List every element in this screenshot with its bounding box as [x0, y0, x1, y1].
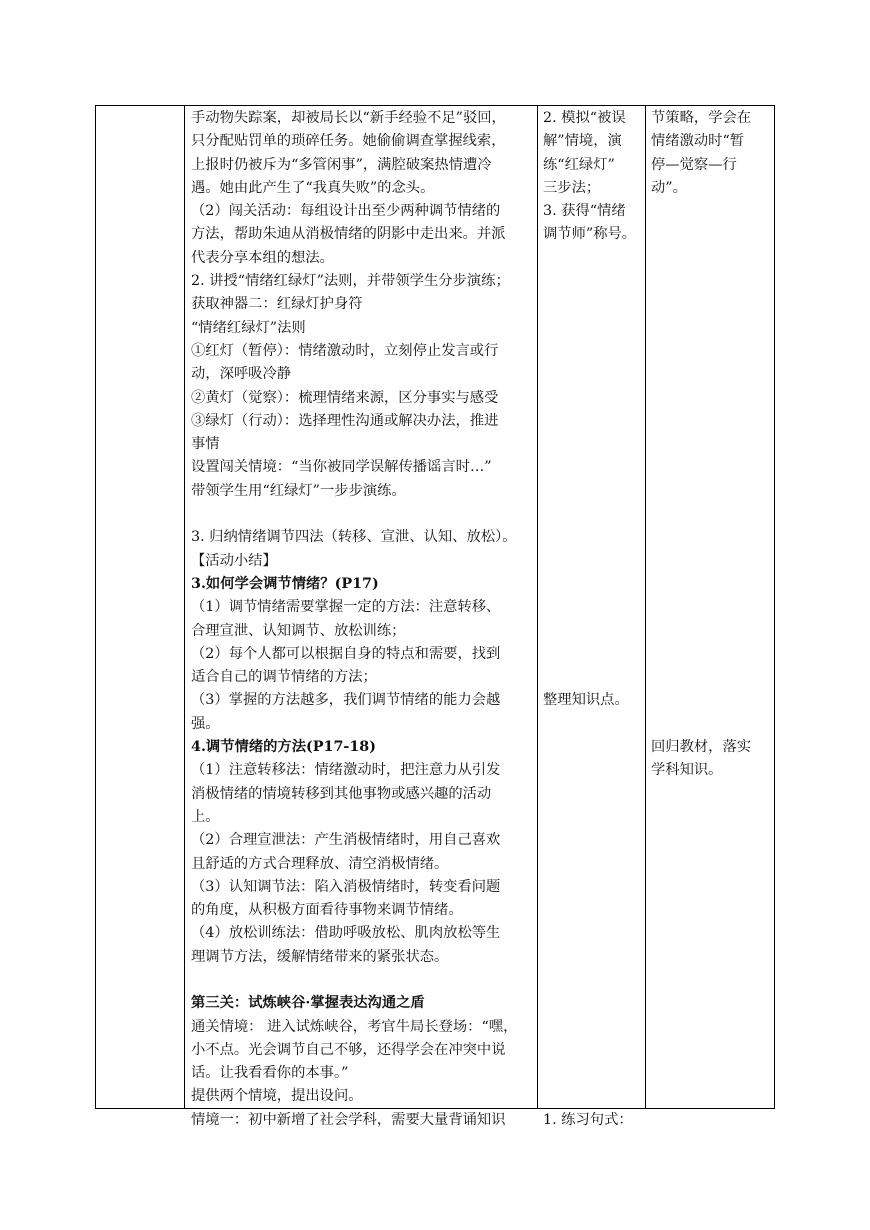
c4-line: [651, 666, 769, 689]
c3-line: [543, 387, 639, 410]
c2-line: （3）认知调节法：陷入消极情绪时，转变看问题: [191, 878, 501, 895]
c3-line: 2. 模拟“被误: [543, 110, 626, 126]
c3-line: [543, 736, 639, 759]
c3-line: 1. 练习句式：: [543, 1111, 633, 1128]
c2-line: 强。: [191, 715, 220, 732]
c2-line: （3）掌握的方法越多，我们调节情绪的能力会越: [191, 692, 501, 709]
c2-line: 4.调节情绪的方法(P17-18): [191, 739, 377, 756]
c3-line: [543, 340, 639, 363]
c2-line: 小不点。光会调节自己不够，还得学会在冲突中说: [191, 1041, 506, 1058]
table-column-divider-3: [645, 105, 646, 1109]
c2-line: 3. 归纳情绪调节四法（转移、宣泄、认知、放松）。: [191, 529, 517, 546]
c4-line: [651, 433, 769, 456]
c4-line: 节策略，学会在: [651, 110, 752, 126]
c3-line: [543, 503, 639, 526]
c2-line: 上报时仍被斥为“多管闲事”，满腔破案热情遭冷: [191, 156, 492, 173]
c2-line: 且舒适的方式合理释放、清空消极情绪。: [191, 855, 449, 872]
c3-line: [543, 363, 639, 386]
c2-line: （4）放松训练法：借助呼吸放松、肌肉放松等生: [191, 925, 501, 942]
c4-line: [651, 480, 769, 503]
c4-line: [651, 620, 769, 643]
c4-line: [651, 573, 769, 596]
c2-line: ①红灯（暂停）：情绪激动时，立刻停止发言或行: [191, 342, 499, 359]
c3-line: [543, 876, 639, 899]
table-cell-design-intent: [651, 107, 769, 783]
c2-line: 第三关：试炼峡谷·掌握表达沟通之盾: [191, 995, 425, 1012]
c3-line: [543, 946, 639, 969]
c2-line: 通关情境： 进入试炼峡谷，考官牛局长登场：“嘿，: [191, 1018, 518, 1035]
c3-line: [543, 317, 639, 340]
c2-line: 只分配贴罚单的琐碎任务。她偷偷调查掌握线索，: [191, 133, 506, 150]
c3-line: [543, 666, 639, 689]
c2-line: 话。让我看看你的本事。”: [191, 1065, 349, 1082]
c2-line: 设置闯关情境：“当你被同学误解传播谣言时…”: [191, 459, 492, 476]
c4-line: [651, 387, 769, 410]
c4-line: 学科知识。: [651, 762, 723, 779]
table-border-top: [95, 105, 775, 106]
c3-line: 三步法；: [543, 179, 601, 196]
table-column-divider-1: [184, 105, 185, 1109]
c2-line: ③绿灯（行动）：选择理性沟通或解决办法，推进: [191, 412, 499, 429]
c4-line: [651, 689, 769, 712]
c4-line: [651, 270, 769, 293]
c3-line: [543, 596, 639, 619]
c2-line: 代表分享本组的想法。: [191, 249, 334, 266]
c3-line: [543, 526, 639, 549]
table-cell-teacher-activity: [191, 107, 531, 1132]
c3-line: [543, 1062, 639, 1085]
c2-line: （2）每个人都可以根据自身的特点和需要，找到: [191, 645, 501, 662]
c3-line: [543, 620, 639, 643]
table-cell-student-activity: [543, 107, 639, 1132]
c3-line: [543, 247, 639, 270]
c2-line: 遇。她由此产生了“我真失败”的念头。: [191, 179, 435, 196]
c3-line: [543, 550, 639, 573]
c3-line: [543, 992, 639, 1015]
c3-line: [543, 270, 639, 293]
c2-line: 的角度，从积极方面看待事物来调节情绪。: [191, 902, 463, 919]
c2-line: （1）调节情绪需要掌握一定的方法：注意转移、: [191, 599, 501, 616]
c3-line: [543, 456, 639, 479]
c2-line: （2）合理宣泄法：产生消极情绪时，用自己喜欢: [191, 832, 501, 849]
c2-line: 手动物失踪案，却被局长以“新手经验不足”驳回，: [191, 110, 506, 126]
c3-line: [543, 759, 639, 782]
c2-line: [191, 503, 531, 526]
c3-line: [543, 783, 639, 806]
c2-line: 带领学生用“红绿灯”一步步演练。: [191, 482, 406, 499]
c4-line: 停—觉察—行: [651, 156, 737, 173]
c4-line: [651, 340, 769, 363]
c3-line: [543, 853, 639, 876]
c4-line: [651, 643, 769, 666]
c3-line: [543, 480, 639, 503]
c3-line: 调节师”称号。: [543, 226, 637, 243]
c2-line: ②黄灯（觉察）：梳理情绪来源，区分事实与感受: [191, 389, 499, 406]
c2-line: 上。: [191, 808, 220, 825]
c3-line: [543, 1085, 639, 1108]
c3-line: [543, 969, 639, 992]
c4-line: [651, 223, 769, 246]
c4-line: [651, 363, 769, 386]
c2-line: 理调节方法，缓解情绪带来的紧张状态。: [191, 948, 449, 965]
c2-line: 适合自己的调节情绪的方法；: [191, 669, 377, 686]
c3-line: [543, 1016, 639, 1039]
table-column-divider-2: [537, 105, 538, 1109]
c2-line: 【活动小结】: [191, 552, 277, 569]
c4-line: 情绪激动时“暂: [651, 133, 745, 150]
c3-line: 整理知识点。: [543, 692, 629, 709]
c4-line: [651, 503, 769, 526]
c2-line: 情境一：初中新增了社会学科，需要大量背诵知识: [191, 1111, 506, 1128]
c2-line: 提供两个情境，提出设问。: [191, 1088, 363, 1105]
c3-line: 解”情境，演: [543, 133, 622, 150]
c2-line: “情绪红绿灯”法则: [191, 319, 306, 336]
c2-line: [191, 969, 531, 992]
c2-line: 获取神器二：红绿灯护身符: [191, 296, 363, 313]
c4-line: [651, 596, 769, 619]
c3-line: [543, 643, 639, 666]
c4-line: [651, 293, 769, 316]
table-border-left: [95, 105, 96, 1109]
c2-line: （1）注意转移法：情绪激动时，把注意力从引发: [191, 762, 501, 779]
c3-line: [543, 573, 639, 596]
c2-line: 方法，帮助朱迪从消极情绪的阴影中走出来。并派: [191, 226, 506, 243]
c3-line: [543, 713, 639, 736]
c4-line: [651, 200, 769, 223]
c4-line: [651, 526, 769, 549]
c2-line: 2. 讲授“情绪红绿灯”法则，并带领学生分步演练；: [191, 273, 510, 290]
c4-line: [651, 550, 769, 573]
c2-line: 事情: [191, 436, 220, 453]
c4-line: [651, 456, 769, 479]
table-border-right: [774, 105, 775, 1109]
c3-line: [543, 433, 639, 456]
c2-line: 动，深呼吸冷静: [191, 366, 292, 383]
c4-line: [651, 410, 769, 433]
c4-line: 动”。: [651, 179, 687, 196]
c3-line: [543, 899, 639, 922]
c3-line: [543, 293, 639, 316]
c3-line: 3. 获得“情绪: [543, 203, 626, 220]
c2-line: 3.如何学会调节情绪？(P17): [191, 575, 379, 592]
c2-line: 合理宣泄、认知调节、放松训练；: [191, 622, 406, 639]
c4-line: [651, 247, 769, 270]
c3-line: [543, 806, 639, 829]
c4-line: [651, 713, 769, 736]
c2-line: （2）闯关活动：每组设计出至少两种调节情绪的: [191, 203, 501, 220]
c3-line: [543, 922, 639, 945]
c3-line: [543, 410, 639, 433]
c3-line: [543, 829, 639, 852]
c2-line: 消极情绪的情境转移到其他事物或感兴趣的活动: [191, 785, 492, 802]
c4-line: 回归教材，落实: [651, 739, 752, 756]
c3-line: 练“红绿灯”: [543, 156, 615, 173]
c4-line: [651, 317, 769, 340]
c3-line: [543, 1039, 639, 1062]
